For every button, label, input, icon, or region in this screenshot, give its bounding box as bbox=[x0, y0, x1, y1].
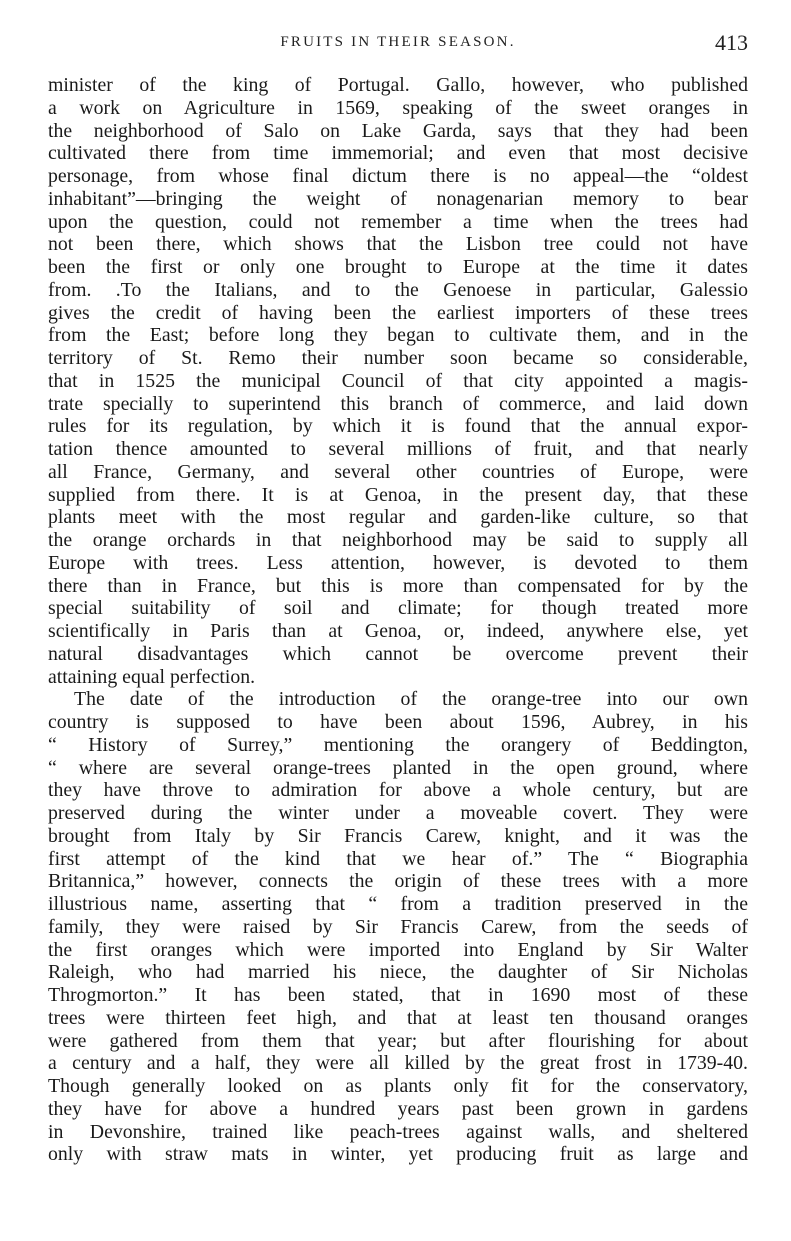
text-line: inhabitant”—bringing the weight of nonagenarian memory to bear bbox=[48, 187, 748, 210]
text-line: tation thence amounted to several millions of fruit, and that nearly bbox=[48, 438, 748, 460]
text-line: the neighborhood of Salo on Lake Garda, says that they had been bbox=[48, 119, 748, 142]
text-line: personage, from whose final dictum there is no appeal—the “oldest bbox=[48, 165, 748, 187]
text-line: first attempt of the kind that we hear of.” The “ Biographia bbox=[48, 847, 748, 870]
text-line: preserved during the winter under a moveable covert. They were bbox=[48, 802, 748, 824]
text-line: trate specially to superintend this branch of commerce, and laid down bbox=[48, 392, 748, 415]
paragraph-first-line: The date of the introduction of the orange-tree into our own bbox=[74, 688, 748, 711]
text-line: a century and a half, they were all killed by the great frost in 1739-40. bbox=[48, 1052, 748, 1075]
text-line: the orange orchards in that neighborhood may be said to supply all bbox=[48, 529, 748, 551]
text-line: attaining equal perfection. bbox=[48, 665, 256, 688]
text-line: from. .To the Italians, and to the Genoese in particular, Galessio bbox=[48, 278, 748, 301]
running-head bbox=[48, 30, 748, 58]
text-line: natural disadvantages which cannot be overcome prevent their bbox=[48, 642, 748, 665]
text-line: country is supposed to have been about 1596, Aubrey, in his bbox=[48, 711, 748, 733]
text-line: from the East; before long they began to cultivate them, and in the bbox=[48, 324, 748, 347]
text-line: “ History of Surrey,” mentioning the orangery of Beddington, bbox=[48, 733, 748, 756]
text-line: Raleigh, who had married his niece, the daughter of Sir Nicholas bbox=[48, 961, 748, 984]
text-line: rules for its regulation, by which it is found that the annual expor- bbox=[48, 415, 748, 438]
text-line: they have throve to admiration for above a whole century, but are bbox=[48, 779, 748, 802]
text-line: there than in France, but this is more than compensated for by the bbox=[48, 574, 748, 597]
text-line: family, they were raised by Sir Francis Carew, from the seeds of bbox=[48, 915, 748, 938]
text-line: trees were thirteen feet high, and that at least ten thousand oranges bbox=[48, 1006, 748, 1029]
text-line: only with straw mats in winter, yet producing fruit as large and bbox=[48, 1143, 748, 1166]
text-line: plants meet with the most regular and garden-like culture, so that bbox=[48, 506, 748, 529]
text-line: territory of St. Remo their number soon became so considerable, bbox=[48, 347, 748, 369]
text-line: were gathered from them that year; but after flourishing for about bbox=[48, 1029, 748, 1052]
text-line: brought from Italy by Sir Francis Carew, knight, and it was the bbox=[48, 824, 748, 847]
text-line: illustrious name, asserting that “ from a tradition preserved in the bbox=[48, 893, 748, 915]
text-line: Throgmorton.” It has been stated, that in 1690 most of these bbox=[48, 984, 748, 1006]
page-number: 413 bbox=[715, 30, 748, 55]
text-line: Though generally looked on as plants only fit for the conservatory, bbox=[48, 1075, 748, 1097]
text-line: been the first or only one brought to Europe at the time it dates bbox=[48, 256, 748, 278]
text-line: upon the question, could not remember a time when the trees had bbox=[48, 210, 748, 233]
text-line: a work on Agriculture in 1569, speaking of the sweet oranges in bbox=[48, 96, 748, 119]
text-line: Europe with trees. Less attention, however, is devoted to them bbox=[48, 551, 748, 574]
text-line: cultivated there from time immemorial; and even that most decisive bbox=[48, 142, 748, 165]
text-line: supplied from there. It is at Genoa, in the present day, that these bbox=[48, 483, 748, 506]
text-line: gives the credit of having been the earliest importers of these trees bbox=[48, 301, 748, 324]
body-text bbox=[48, 74, 748, 1166]
text-line: not been there, which shows that the Lisbon tree could not have bbox=[48, 233, 748, 256]
text-line: that in 1525 the municipal Council of that city appointed a magis- bbox=[48, 369, 748, 392]
text-line: all France, Germany, and several other countries of Europe, were bbox=[48, 460, 748, 483]
text-line: they have for above a hundred years past been grown in gardens bbox=[48, 1097, 748, 1120]
text-line: special suitability of soil and climate; for though treated more bbox=[48, 597, 748, 620]
text-line: Britannica,” however, connects the origin of these trees with a more bbox=[48, 870, 748, 893]
text-line: in Devonshire, trained like peach-trees against walls, and sheltered bbox=[48, 1120, 748, 1143]
text-line: the first oranges which were imported into England by Sir Walter bbox=[48, 938, 748, 961]
text-line: scientifically in Paris than at Genoa, or, indeed, anywhere else, yet bbox=[48, 620, 748, 642]
running-title: FRUITS IN THEIR SEASON. bbox=[280, 34, 516, 50]
text-line: “ where are several orange-trees planted in the open ground, where bbox=[48, 756, 748, 779]
text-line: minister of the king of Portugal. Gallo, however, who published bbox=[48, 74, 748, 96]
